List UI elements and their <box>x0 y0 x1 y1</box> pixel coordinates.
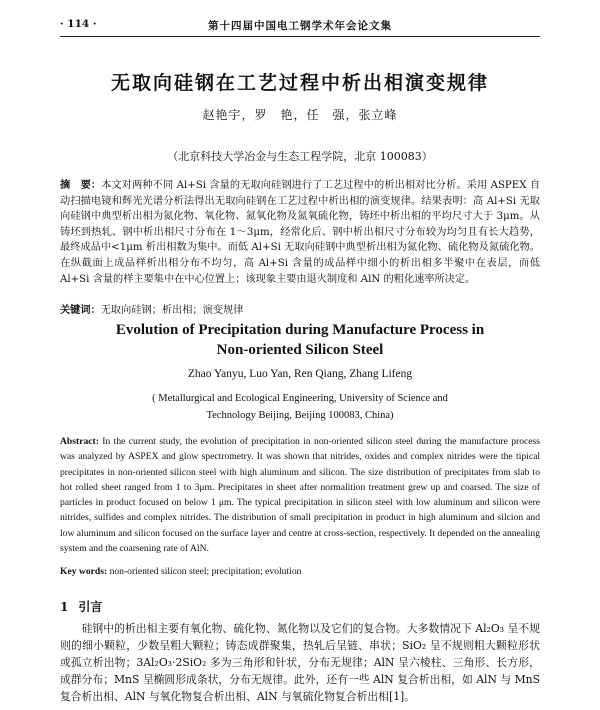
english-title-line2: Non-oriented Silicon Steel <box>216 342 384 358</box>
chinese-abstract-label: 摘 要： <box>60 179 102 191</box>
section-number: 1 <box>60 600 69 614</box>
section-heading <box>60 598 102 615</box>
journal-title: 第十四届中国电工钢学术年会论文集 <box>208 20 392 32</box>
english-abstract <box>60 434 540 556</box>
english-affiliation-line1: ( Metallurgical and Ecological Engineering, University of Science and <box>152 393 448 404</box>
chinese-abstract-text: 本文对两种不同 Al+Si 含量的无取向硅钢进行了工艺过程中的析出相对比分析。采用 ASPEX 自动扫描电镜和辉光光谱分析法得出无取向硅钢在工艺过程中析出相的演变规律。结果表明：高 Al+Si 无取向硅钢中典型析出相为氮化物、氧化物、氮氧化物及氮氧硫化物，铸坯中析出相的平均尺寸大于 3μm。从铸坯到热轧、钢中析出相尺寸分布在 1～3μm，经常化后、钢中析出相尺寸分布较为均匀且有长大趋势，最终成品中<1μm 析出相数为集中。而低 Al+Si 无取向硅钢中典型析出相为氮化物、硫化物及氮硫化物。在纵截面上成品样析出相分布不均匀，高 Al+Si 含量的成品样中细小的析出相多半聚中在表层，而低 Al+Si 含量的样主要集中在中心位置上；该现象主要由退火制度和 AlN 的粗化速率所决定。 <box>60 180 541 285</box>
chinese-affiliation: （北京科技大学冶金与生态工程学院，北京 100083） <box>167 150 433 163</box>
chinese-abstract <box>60 178 540 287</box>
running-header <box>60 18 540 34</box>
english-keywords <box>60 566 540 577</box>
chinese-authors: 赵艳宇，罗 艳，任 强，张立峰 <box>202 108 398 122</box>
english-authors: Zhao Yanyu, Luo Yan, Ren Qiang, Zhang Lifeng <box>187 368 413 380</box>
english-abstract-text: In the current study, the evolution of precipitation in non-oriented silicon steel during the manufacture process was analyzed by ASPEX and glow spectrometry. It was shown that nitrides, oxides and complex nitrides were the tipical precipitates in non-oriented silicon steel with high aluminum and silicon. The size distribution of precipitates from slab to hot rolled sheet ranged from 1 to 3μm. Precipitates in sheet after normalition treatment grew up and coarsed. The size of particles in product focused on below 1 μm. The typical precipitation in silicon steel with low aluminum and silicon were nitrides, sulfides and complex nitrides. The distribution of small precipitation in product in high aluminum and silcion and low aluminum and silicon focused on the surface layer and centre at cross-section, respectively. It depended on the annealing system and the coarsening rate of AlN. <box>60 436 540 555</box>
chinese-keywords-label: 关键词： <box>60 304 101 316</box>
english-keywords-label: Key words: <box>60 566 108 577</box>
page-number: · 114 · <box>60 18 97 30</box>
english-title <box>0 320 600 360</box>
english-affiliation-line2: Technology Beijing, Beijing 100083, China) <box>206 410 394 421</box>
chinese-keywords <box>60 301 540 316</box>
section-title: 引言 <box>78 600 103 614</box>
header-rule <box>60 36 540 37</box>
chinese-title: 无取向硅钢在工艺过程中析出相演变规律 <box>110 72 489 94</box>
section-body: 硅钢中的析出相主要有氧化物、硫化物、氮化物以及它们的复合物。大多数情况下 Al₂O₃ 呈不规则的细小颗粒，少数呈粗大颗粒；铸态成群聚集，热轧后呈链、串状；SiO₂ 呈不规则粗大颗粒形状或孤立析出物；3Al₂O₃·2SiO₂ 多为三角形和针状，分布无规律；AlN 呈六棱柱、三角形、长方形，成群分布；MnS 呈椭圆形成条状，分布无规律。此外，还有一些 AlN 复合析出相，如 AlN 与 MnS 复合析出相、AlN 与氧化物复合析出相、AlN 与氧硫化物复合析出相[1]。 <box>60 622 540 703</box>
english-keywords-text: non-oriented silicon steel; precipitation; evolution <box>109 566 302 577</box>
english-affiliation <box>0 390 600 424</box>
english-abstract-label: Abstract: <box>60 436 99 447</box>
chinese-keywords-text: 无取向硅钢；析出相；演变规律 <box>100 305 244 316</box>
english-title-line1: Evolution of Precipitation during Manufacture Process in <box>115 322 485 338</box>
